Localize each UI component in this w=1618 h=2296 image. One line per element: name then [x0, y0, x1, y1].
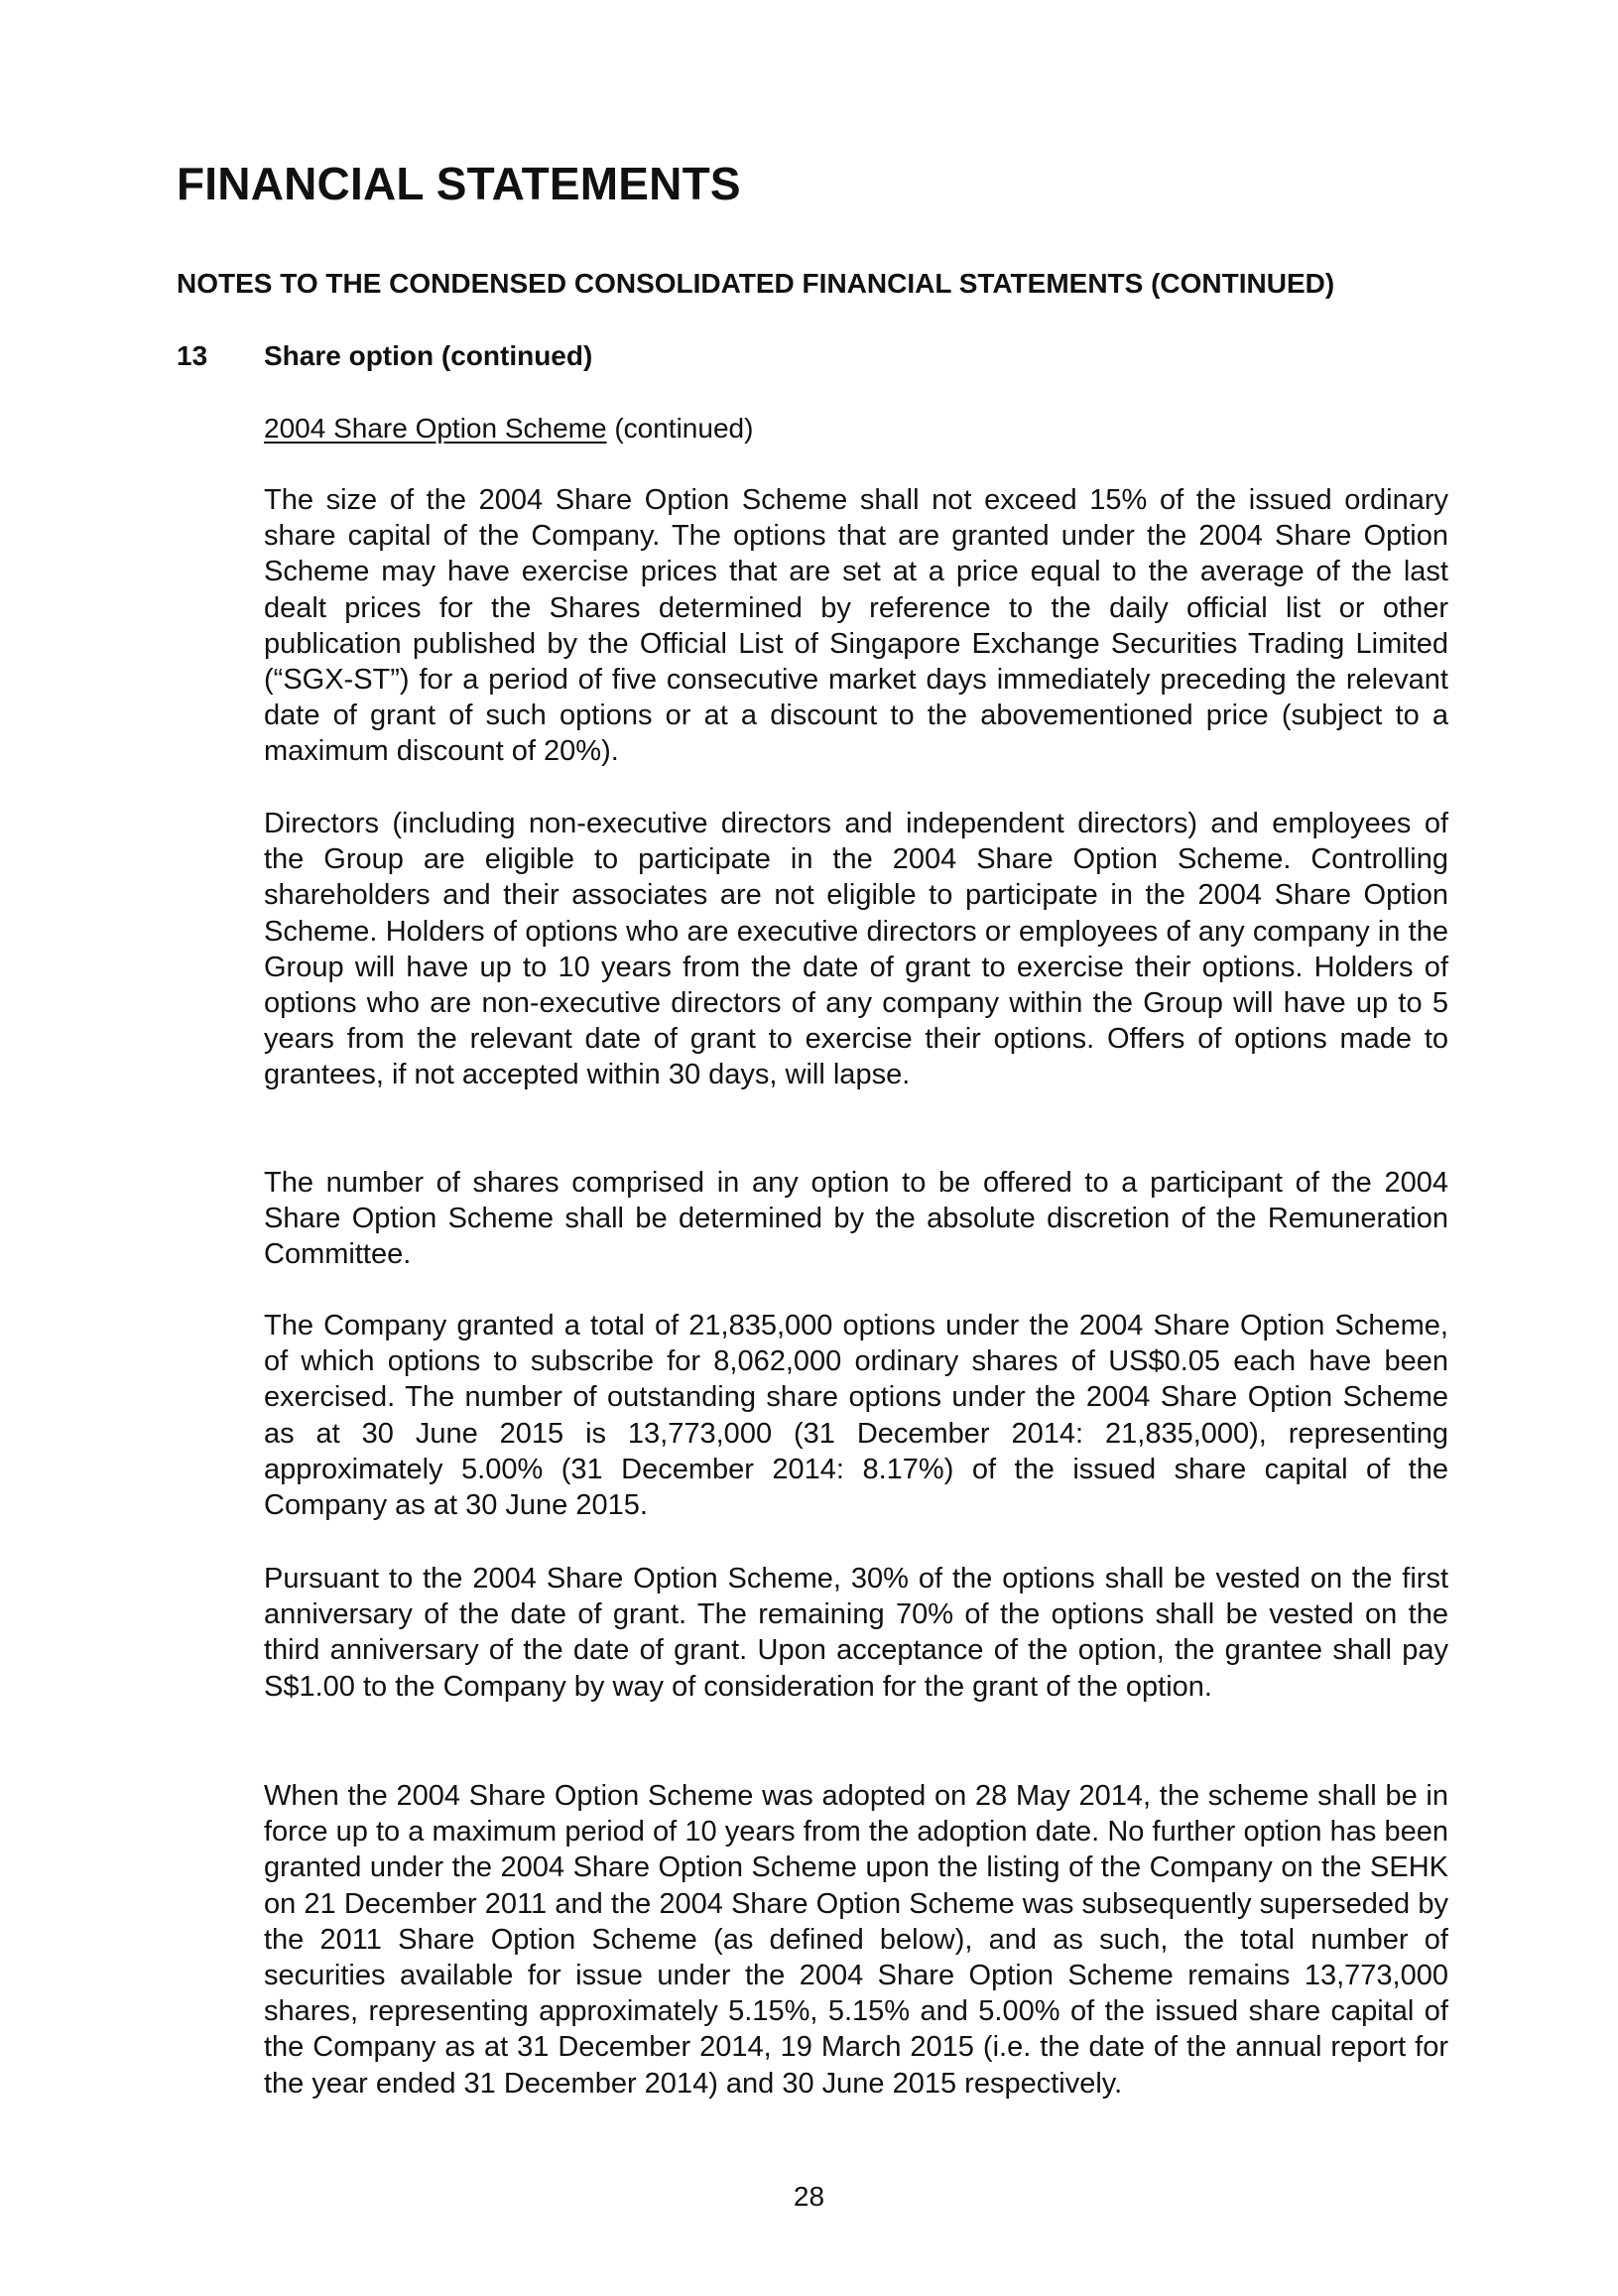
page-number: 28: [793, 2181, 825, 2212]
scheme-subheading: [264, 413, 753, 445]
section-number: 13: [177, 340, 208, 371]
paragraph-vesting: Pursuant to the 2004 Share Option Scheme, 30% of the options shall be vested on the first anniversary of the date of grant. The remaining 70% of the options shall be vested on the third anniversary of the date of grant. Upon acceptance of the option, the grantee shall pay S$1.00 to the Company by way of consideration for the grant of the option.: [264, 1563, 1448, 1703]
paragraph-number-of-shares: The number of shares comprised in any option to be offered to a participant of the 2004 Share Option Scheme shall be determined by the absolute discretion of the Remuneration Committee.: [264, 1167, 1448, 1271]
page-title: FINANCIAL STATEMENTS: [177, 158, 741, 209]
paragraph-scheme-size: The size of the 2004 Share Option Scheme shall not exceed 15% of the issued ordinary share capital of the Company. The options that are granted under the 2004 Share Option Scheme may have exercise prices that are set at a price equal to the average of the last dealt prices for the Shares determined by reference to the daily official list or other publication published by the Official List of Singapore Exchange Securities Trading Limited (“SGX-ST”) for a period of five consecutive market days immediately preceding the relevant date of grant of such options or at a discount to the abovementioned price (subject to a maximum discount of 20%).: [264, 484, 1448, 768]
paragraph-eligibility: Directors (including non-executive directors and independent directors) and employees of the Group are eligible to participate in the 2004 Share Option Scheme. Controlling shareholders and their associates are not eligible to participate in the 2004 Share Option Scheme. Holders of options who are executive directors or employees of any company in the Group will have up to 10 years from the date of grant to exercise their options. Holders of options who are non-executive directors of any company within the Group will have up to 5 years from the relevant date of grant to exercise their options. Offers of options made to grantees, if not accepted within 30 days, will lapse.: [264, 808, 1448, 1091]
section-title: Share option (continued): [264, 340, 593, 371]
notes-heading: NOTES TO THE CONDENSED CONSOLIDATED FINANCIAL STATEMENTS (CONTINUED): [177, 268, 1335, 299]
paragraph-options-granted: The Company granted a total of 21,835,000 options under the 2004 Share Option Scheme, of which options to subscribe for 8,062,000 ordinary shares of US$0.05 each have been exercised. The number of outstanding share options under the 2004 Share Option Scheme as at 30 June 2015 is 13,773,000 (31 December 2014: 21,835,000), representing approximately 5.00% (31 December 2014: 8.17%) of the issued share capital of the Company as at 30 June 2015.: [264, 1310, 1448, 1522]
scheme-subheading-suffix: (continued): [606, 413, 754, 444]
scheme-name: 2004 Share Option Scheme: [264, 413, 607, 444]
paragraph-adoption: When the 2004 Share Option Scheme was adopted on 28 May 2014, the scheme shall be in force up to a maximum period of 10 years from the adoption date. No further option has been granted under the 2004 Share Option Scheme upon the listing of the Company on the SEHK on 21 December 2011 and the 2004 Share Option Scheme was subsequently superseded by the 2011 Share Option Scheme (as defined below), and as such, the total number of securities available for issue under the 2004 Share Option Scheme remains 13,773,000 shares, representing approximately 5.15%, 5.15% and 5.00% of the issued share capital of the Company as at 31 December 2014, 19 March 2015 (i.e. the date of the annual report for the year ended 31 December 2014) and 30 June 2015 respectively.: [264, 1780, 1448, 2100]
